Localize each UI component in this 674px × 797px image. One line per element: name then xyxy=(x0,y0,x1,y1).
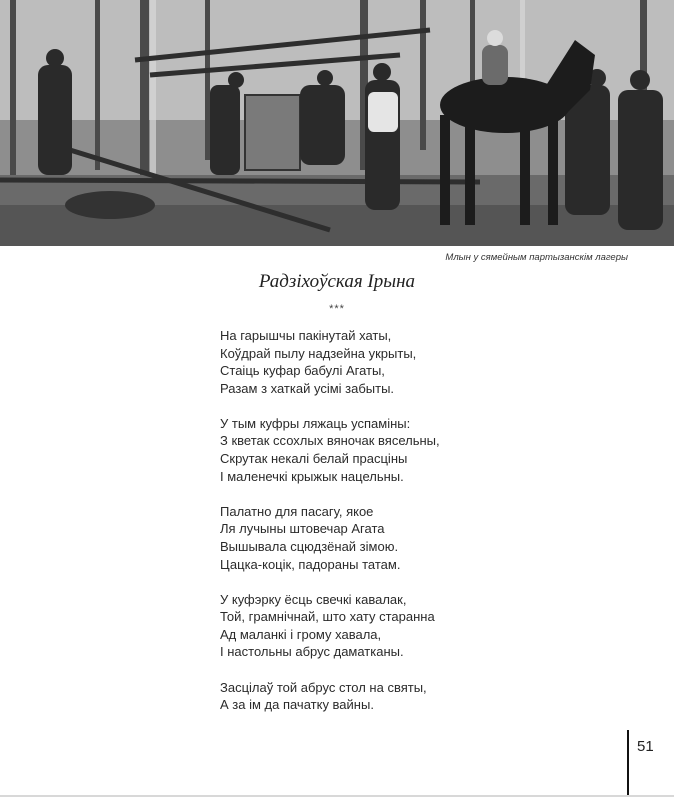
poem-line: Той, грамнічнай, што хату старанна xyxy=(220,609,435,625)
page-number: 51 xyxy=(637,738,654,755)
poem-line: Засцілаў той абрус стол на святы, xyxy=(220,679,427,695)
poem-author-title: Радзіхоўская Ірына xyxy=(258,271,416,292)
poem-line: А за ім да пачатку вайны. xyxy=(220,697,374,713)
stanza xyxy=(220,591,600,661)
stanza xyxy=(220,679,600,714)
poem-line: Стаіць куфар бабулі Агаты, xyxy=(220,363,385,379)
poem-line: У тым куфры ляжаць успаміны: xyxy=(220,415,411,431)
poem-line: І настольны абрус даматканы. xyxy=(220,644,404,660)
poem-line: Цацка-коцік, падораны татам. xyxy=(220,556,401,572)
photo-caption: Млын у сямейным партызанскім лагеры xyxy=(445,252,628,263)
stanza xyxy=(220,503,600,573)
poem-line: У куфэрку ёсць свечкі кавалак, xyxy=(220,591,407,607)
poem-line: Ля лучыны штовечар Агата xyxy=(220,521,385,537)
page-number-rule xyxy=(627,730,629,796)
poem-line: Скрутак некалі белай прасціны xyxy=(220,451,408,467)
poem-line: На гарышчы пакінутай хаты, xyxy=(220,328,392,343)
poem-line: З кветак ссохлых вяночак вясельны, xyxy=(220,433,440,449)
poem-separator: *** xyxy=(329,303,345,315)
poem-line: Разам з хаткай усімі забыты. xyxy=(220,380,395,396)
poem-body xyxy=(220,327,600,731)
poem-line: Вышывала сцюдзёнай зімою. xyxy=(220,538,399,554)
poem-line: Палатно для пасагу, якое xyxy=(220,503,374,519)
poem-line: Ад маланкі і грому хавала, xyxy=(220,626,382,642)
stanza xyxy=(220,327,600,397)
photo-illustration xyxy=(0,0,674,246)
poem-line: Коўдрай пылу надзейна укрыты, xyxy=(220,345,417,361)
poem-line: І маленечкі крыжык нацельны. xyxy=(220,468,404,484)
archival-photo xyxy=(0,0,674,246)
stanza xyxy=(220,415,600,485)
